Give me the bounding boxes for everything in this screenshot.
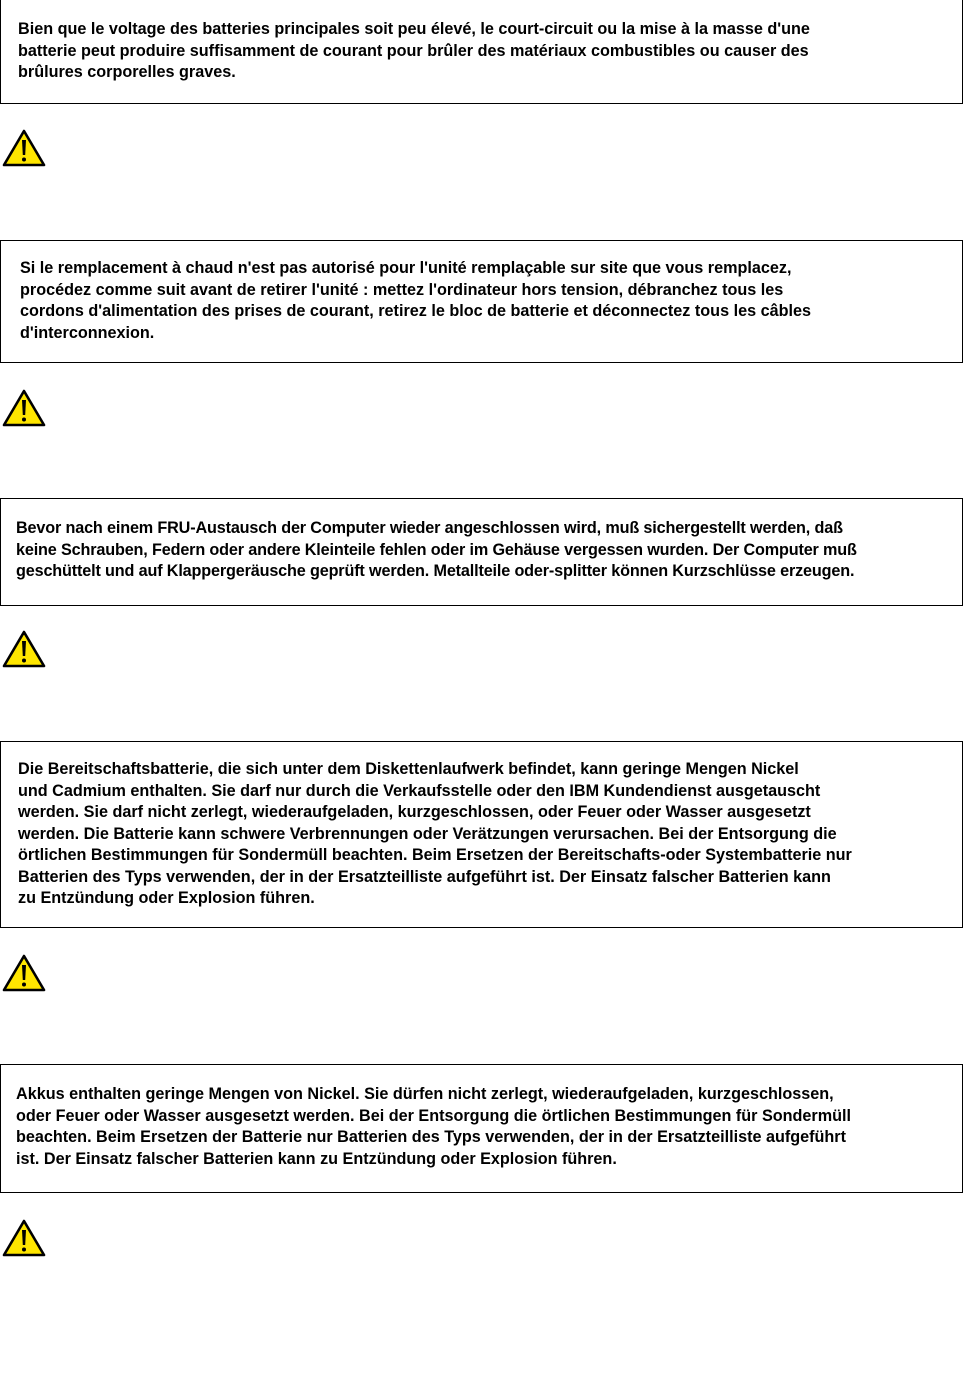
notice-text: Bien que le voltage des batteries principales soit peu élevé, le court-circuit ou la mise à la masse d'une batterie peut produire suffisamment de courant pour brûler des matériaux combustibles ou causer des brûlures corporelles graves.: [18, 20, 810, 81]
notice-text: Akkus enthalten geringe Mengen von Nickel. Sie dürfen nicht zerlegt, wiederaufgeladen, kurzgeschlossen, oder Feuer oder Wasser ausgesetzt werden. Bei der Entsorgung die örtlichen Bestimmungen für Sondermüll beachten. Beim Ersetzen der Batterie nur Batterien des Typs verwenden, der in der Ersatzteilliste aufgeführt ist. Der Einsatz falscher Batterien kann zu Entzündung oder Explosion führen.: [16, 1085, 852, 1168]
warning-triangle-icon: [2, 954, 46, 992]
notice-text: Si le remplacement à chaud n'est pas autorisé pour l'unité remplaçable sur site que vous remplacez, procédez comme suit avant de retirer l'unité : mettez l'ordinateur hors tension, débranchez tous les cordons d'alimentation des prises de courant, retirez le bloc de batterie et déconnectez tous les câbles d'interconnexion.: [20, 259, 811, 342]
notice-text: Bevor nach einem FRU-Austausch der Computer wieder angeschlossen wird, muß sichergestellt werden, daß keine Schrauben, Federn oder andere Kleinteile fehlen oder im Gehäuse vergessen wurden. Der Computer muß geschüttelt und auf Klappergeräusche geprüft werden. Metallteile oder-splitter können Kurzschlüsse erzeugen.: [16, 519, 857, 580]
notice-text: Die Bereitschaftsbatterie, die sich unter dem Diskettenlaufwerk befindet, kann geringe Mengen Nickel und Cadmium enthalten. Sie darf nur durch die Verkaufsstelle oder den IBM Kundendienst ausgetauscht werden. Sie darf nicht zerlegt, wiederaufgeladen, kurzgeschlossen, oder Feuer oder Wasser ausgesetzt werden. Die Batterie kann schwere Verbrennungen oder Verätzungen verursachen. Bei der Entsorgung die örtlichen Bestimmungen für Sondermüll beachten. Beim Ersetzen der Bereitschafts-oder Systembatterie nur Batterien des Typs verwenden, der in der Ersatzteilliste aufgeführt ist. Der Einsatz falscher Batterien kann zu Entzündung oder Explosion führen.: [18, 760, 852, 907]
warning-triangle-icon: [2, 389, 46, 427]
warning-triangle-icon: [2, 630, 46, 668]
warning-triangle-icon: [2, 129, 46, 167]
warning-triangle-icon: [2, 1219, 46, 1257]
